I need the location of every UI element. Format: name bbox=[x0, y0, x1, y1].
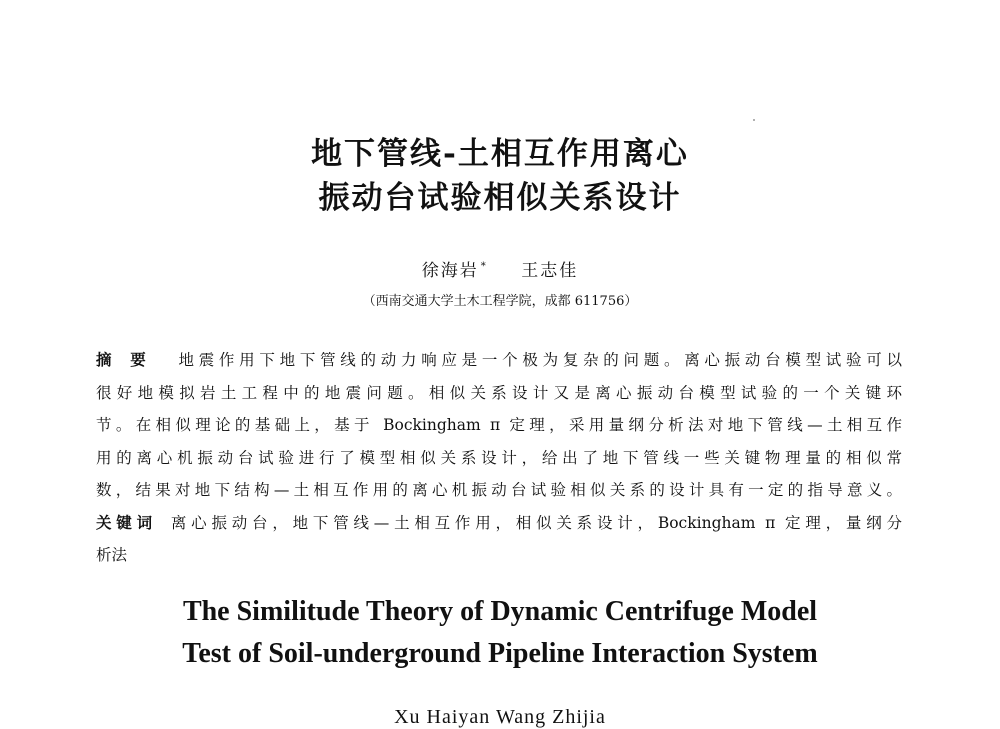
author-1 bbox=[422, 261, 488, 281]
english-authors: Xu Haiyan Wang Zhijia bbox=[394, 706, 606, 728]
author-2: 王志佳 bbox=[521, 261, 579, 281]
affiliation: （西南交通大学土木工程学院，成都 611756） bbox=[362, 294, 638, 309]
keywords-line-1 bbox=[96, 507, 902, 540]
abstract-line-4: 用的离心机振动台试验进行了模型相似关系设计，给出了地下管线一些关键物理量的相似常 bbox=[96, 448, 902, 467]
keywords-label: 关键词 bbox=[96, 513, 157, 532]
abstract-section bbox=[96, 344, 902, 572]
english-title-line-2: Test of Soil-underground Pipeline Interaction System bbox=[182, 638, 818, 669]
keywords-line-2: 析法 bbox=[96, 546, 128, 564]
abstract-text-1: 地震作用下地下管线的动力响应是一个极为复杂的问题。离心振动台模型试验可以 bbox=[178, 351, 902, 369]
abstract-label: 摘要 bbox=[96, 351, 165, 369]
author-1-name: 徐海岩 bbox=[421, 261, 479, 281]
keywords-text-1: 离心振动台，地下管线—土相互作用，相似关系设计，Bockingham π 定理，量纲分 bbox=[170, 513, 902, 532]
abstract-line-5: 数，结果对地下结构—土相互作用的离心机振动台试验相似关系的设计具有一定的指导意义。 bbox=[96, 481, 902, 499]
english-title-line-1: The Similitude Theory of Dynamic Centrifuge Model bbox=[182, 596, 818, 627]
chinese-authors bbox=[0, 256, 1000, 281]
chinese-title-line-1: 地下管线-土相互作用离心 bbox=[311, 136, 689, 172]
abstract-line-1 bbox=[96, 344, 902, 377]
abstract-line-2: 很好地模拟岩土工程中的地震问题。相似关系设计又是离心振动台模型试验的一个关键环 bbox=[96, 383, 902, 402]
abstract-line-3: 节。在相似理论的基础上，基于 Bockingham π 定理，采用量纲分析法对地下管线—土相互作 bbox=[96, 416, 902, 434]
chinese-title-line-2: 振动台试验相似关系设计 bbox=[318, 180, 682, 216]
corresponding-author-mark: * bbox=[480, 261, 488, 273]
scan-speck bbox=[753, 119, 755, 121]
